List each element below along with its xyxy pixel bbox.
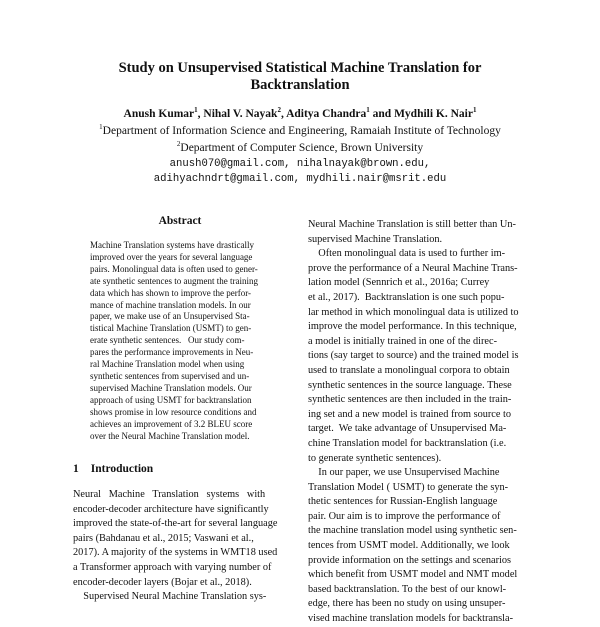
abstract-line: tistical Machine Translation (USMT) to gen- — [90, 323, 252, 334]
author-affil-mark: 1 — [366, 106, 370, 115]
section-heading — [73, 463, 153, 475]
author-separator: and — [369, 108, 395, 120]
left-column-text — [73, 488, 295, 605]
author-name: Mydhili K. Nair — [394, 108, 473, 120]
body-text-line: encoder-decoder layers (Bojar et al., 2018). — [73, 576, 252, 588]
body-text-line: a model is initially trained in one of the direc- — [308, 335, 498, 347]
affiliation-text: Department of Information Science and Engineering, Ramaiah Institute of Technology — [102, 125, 501, 137]
abstract-line: paper, we make use of an Unsupervised Sta- — [90, 311, 250, 322]
author-name: Nihal V. Nayak — [203, 108, 278, 120]
body-text-line: tions (say target to source) and the trained model is — [308, 350, 519, 362]
section-number: 1 — [73, 463, 79, 475]
author-separator: , — [197, 108, 204, 120]
abstract-line: approach of using USMT for backtranslation — [90, 394, 252, 405]
abstract-line: synthetic sentences from supervised and un- — [90, 370, 250, 381]
body-text-line: Supervised Neural Machine Translation sys- — [73, 591, 267, 603]
abstract-line: ral Machine Translation model when using — [90, 359, 245, 370]
body-text-line: encoder-decoder architecture have significantly — [73, 503, 269, 515]
email-block — [30, 157, 570, 187]
body-text-line: provide information on the settings and scenarios — [308, 554, 512, 566]
abstract-line: pairs. Monolingual data is often used to gener- — [90, 263, 258, 274]
abstract-line: improved over the years for several language — [90, 251, 253, 262]
body-text-line: used to translate a monolingual corpora to obtain — [308, 364, 510, 376]
body-text-line: pairs (Bahdanau et al., 2015; Vaswani et al., — [73, 532, 254, 544]
author-separator: , — [280, 108, 287, 120]
body-text-line: edge, there has been no study on using unsuper- — [308, 598, 506, 610]
abstract-line: pares the performance improvements in Neu- — [90, 347, 254, 358]
body-text-line: lar method in which monolingual data is utilized to — [308, 306, 519, 318]
body-text-line: In our paper, we use Unsupervised Machine — [308, 467, 500, 479]
abstract-line: over the Neural Machine Translation model. — [90, 430, 250, 441]
body-text-line: chine Translation model for backtranslation (i.e. — [308, 437, 507, 449]
email-line: adihyachndrt@gmail.com, mydhili.nair@msrit.edu — [153, 173, 447, 185]
author-affil-mark: 1 — [472, 106, 477, 115]
body-text-line: improve the model performance. In this technique, — [308, 321, 517, 333]
abstract-line: Machine Translation systems have drastically — [90, 240, 254, 250]
body-text-line: Neural Machine Translation systems with — [73, 489, 266, 500]
abstract-body — [90, 240, 280, 442]
abstract-heading: Abstract — [158, 215, 202, 227]
abstract-line: erate synthetic sentences. Our study com- — [90, 335, 245, 346]
body-text-line: which benefit from USMT model and NMT model — [308, 569, 518, 581]
body-text-line: Often monolingual data is used to further im- — [308, 248, 506, 260]
body-text-line: et al., 2017). Backtranslation is one such popu- — [308, 291, 505, 303]
body-text-line: synthetic sentences are then included in the train- — [308, 394, 512, 406]
affiliation-text: Department of Computer Science, Brown University — [180, 142, 424, 154]
body-text-line: improved the state-of-the-art for several language — [73, 518, 278, 530]
email-line: anush070@gmail.com, nihalnayak@brown.edu, — [169, 158, 431, 170]
abstract-line: mance of machine translation models. In our — [90, 299, 251, 310]
affiliation — [30, 124, 570, 138]
affiliation — [30, 141, 570, 155]
title-line: Study on Unsupervised Statistical Machine Translation for — [118, 60, 482, 76]
body-text-line: synthetic sentences in the source language. These — [308, 379, 512, 391]
body-text-line: prove the performance of a Neural Machine Trans- — [308, 262, 518, 274]
abstract-line: data which has shown to improve the perfor- — [90, 287, 252, 298]
body-text-line: target. We take advantage of Unsupervised Ma- — [308, 423, 507, 435]
abstract-line: ate synthetic sentences to augment the training — [90, 275, 258, 286]
title-line: Backtranslation — [250, 77, 350, 93]
author-affil-mark: 2 — [277, 106, 281, 115]
body-text-line: to generate synthetic sentences). — [308, 452, 442, 464]
body-text-line: ing set and a new model is trained from source to — [308, 408, 512, 420]
body-text-line: tences from USMT model. Additionally, we look — [308, 540, 510, 552]
body-text-line: based backtranslation. To the best of our knowl- — [308, 583, 507, 595]
paper-title — [60, 60, 540, 94]
right-column-text — [308, 218, 530, 627]
author-name: Anush Kumar — [123, 108, 195, 120]
abstract-line: achieves an improvement of 3.2 BLEU score — [90, 418, 253, 429]
author-affil-mark: 1 — [194, 106, 198, 115]
body-text-line: Translation Model ( USMT) to generate the syn- — [308, 481, 509, 493]
body-text-line: a Transformer approach with varying number of — [73, 561, 272, 573]
author-name: Aditya Chandra — [286, 108, 367, 120]
body-text-line: 2017). A majority of the systems in WMT18 used — [73, 547, 278, 559]
affiliation-mark: 1 — [99, 123, 103, 132]
author-list — [40, 107, 560, 121]
body-text-line: Neural Machine Translation is still better than Un- — [308, 219, 516, 230]
body-text-line: supervised Machine Translation. — [308, 233, 443, 245]
body-text-line: pair. Our aim is to improve the performance of — [308, 510, 501, 522]
body-text-line: vised machine translation models for backtransla- — [308, 613, 514, 625]
section-title: Introduction — [90, 463, 154, 475]
abstract-line: shows promise in low resource conditions and — [90, 406, 257, 417]
affiliation-mark: 2 — [176, 140, 181, 149]
abstract-line: supervised Machine Translation models. Our — [90, 382, 252, 393]
body-text-line: the machine translation model using synthetic sen- — [308, 525, 517, 537]
body-text-line: lation model (Sennrich et al., 2016a; Currey — [308, 277, 490, 289]
body-text-line: thetic sentences for Russian-English language — [308, 496, 498, 508]
